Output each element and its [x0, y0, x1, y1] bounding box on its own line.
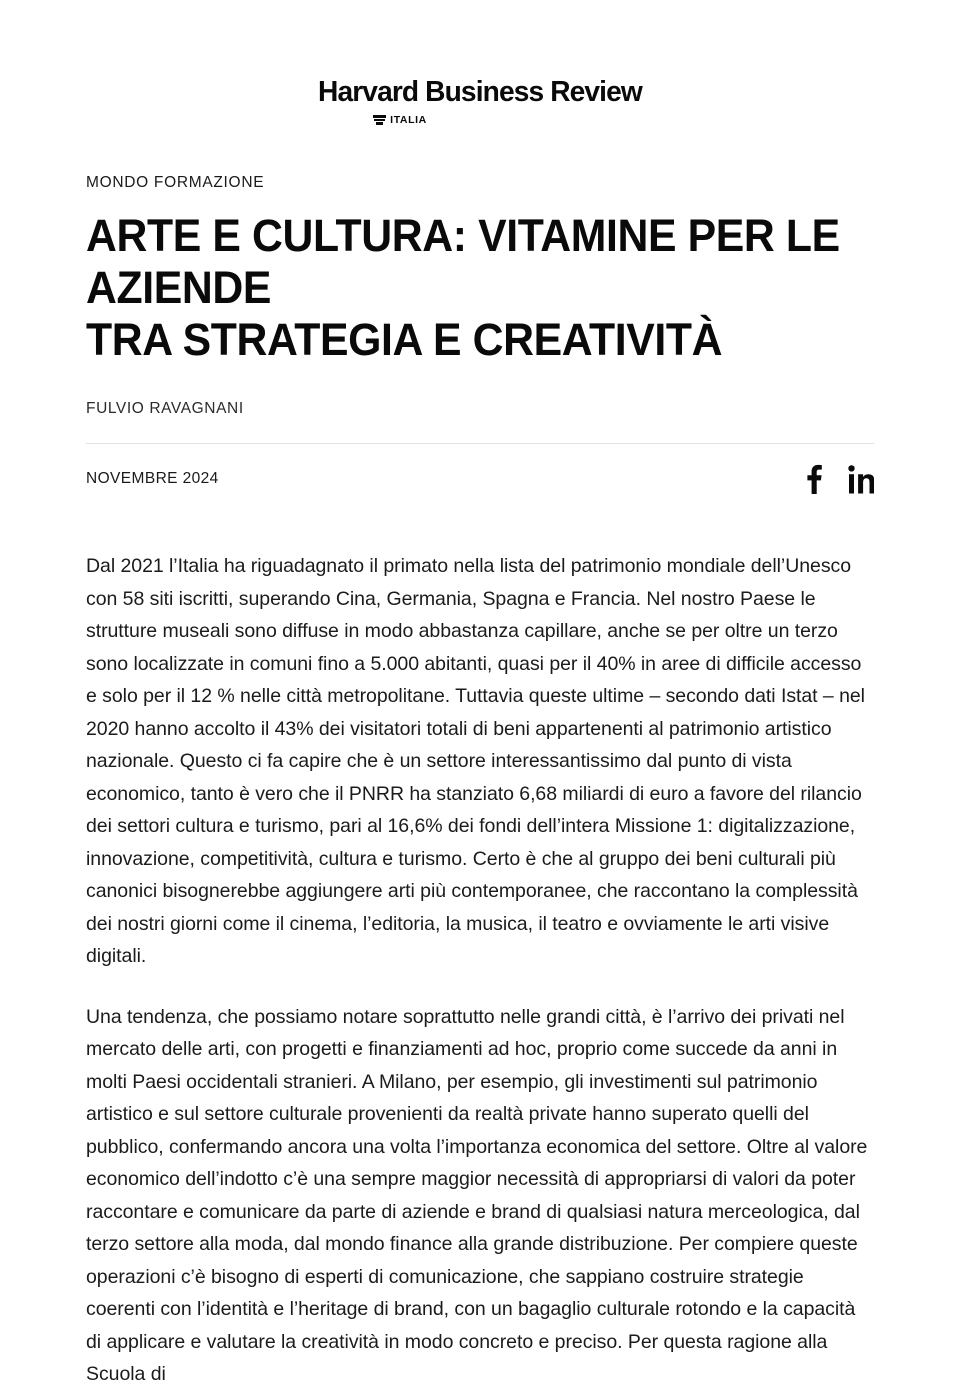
article-author[interactable]: FULVIO RAVAGNANI — [86, 400, 244, 417]
linkedin-icon[interactable] — [848, 464, 874, 494]
headline-line-3: TRA STRATEGIA E CREATIVITÀ — [86, 314, 723, 365]
article-paragraph: Dal 2021 l’Italia ha riguadagnato il primato nella lista del patrimonio mondiale dell’Unesco con 58 siti iscritti, superando Cina, Germania, Spagna e Francia. Nel nostro Paese le strutture museali sono diffuse in modo abbastanza capillare, anche se per oltre un terzo sono localizzate in comuni fino a 5.000 abitanti, quasi per il 40% in aree di difficile accesso e solo per il 12 % nelle città metropolitane. Tuttavia queste ultime – secondo dati Istat – nel 2020 hanno accolto il 43% dei visitatori totali di beni appartenenti al patrimonio artistico nazionale. Questo ci fa capire che è un settore interessantissimo dal punto di vista economico, tanto è vero che il PNRR ha stanziato 6,68 miliardi di euro a favore del rilancio dei settori cultura e turismo, pari al 16,6% dei fondi dell’intera Missione 1: digitalizzazione, innovazione, competitività, cultura e turismo. Certo è che al gruppo dei beni culturali più canonici bisognerebbe aggiungere arti più contemporanee, che raccontano la complessità dei nostri giorni come il cinema, l’editoria, la musica, il teatro e ovviamente le arti visive digitali. — [86, 555, 865, 967]
page-title — [86, 210, 872, 366]
publication-date: NOVEMBRE 2024 — [86, 470, 219, 487]
article-body — [86, 550, 874, 1391]
hbr-crest-icon — [373, 114, 386, 126]
article-container — [0, 174, 960, 1391]
facebook-icon[interactable] — [805, 464, 822, 494]
article-meta-row — [86, 464, 874, 494]
masthead — [0, 0, 960, 126]
masthead-edition-row — [373, 114, 427, 126]
masthead-edition-label: ITALIA — [390, 114, 427, 126]
meta-divider — [86, 443, 874, 444]
article-paragraph: Una tendenza, che possiamo notare soprattutto nelle grandi città, è l’arrivo dei privati nel mercato delle arti, con progetti e finanziamenti ad hoc, proprio come succede da anni in molti Paesi occidentali stranieri. A Milano, per esempio, gli investimenti sul patrimonio artistico e sul settore culturale provenienti da realtà private hanno superato quelli del pubblico, confermando ancora una volta l’importanza economica del settore. Oltre al valore economico dell’indotto c’è una sempre maggior necessità di appropriarsi di valori da poter raccontare e comunicare da parte di aziende e brand di qualsiasi natura merceologica, dal terzo settore alla moda, dal mondo finance alla grande distribuzione. Per compiere queste operazioni c’è bisogno di esperti di comunicazione, che sappiano costruire strategie coerenti con l’identità e l’heritage di brand, con un bagaglio culturale rotondo e la capacità di applicare e valutare la creatività in modo concreto e preciso. Per questa ragione alla Scuola di — [86, 1005, 868, 1385]
headline-line-1: ARTE E CULTURA: VITAMINE PER LE — [86, 210, 840, 261]
masthead-title[interactable]: Harvard Business Review — [318, 76, 642, 108]
headline-line-2: AZIENDE — [86, 262, 271, 313]
share-bar — [805, 464, 874, 494]
article-category[interactable]: MONDO FORMAZIONE — [86, 174, 265, 191]
